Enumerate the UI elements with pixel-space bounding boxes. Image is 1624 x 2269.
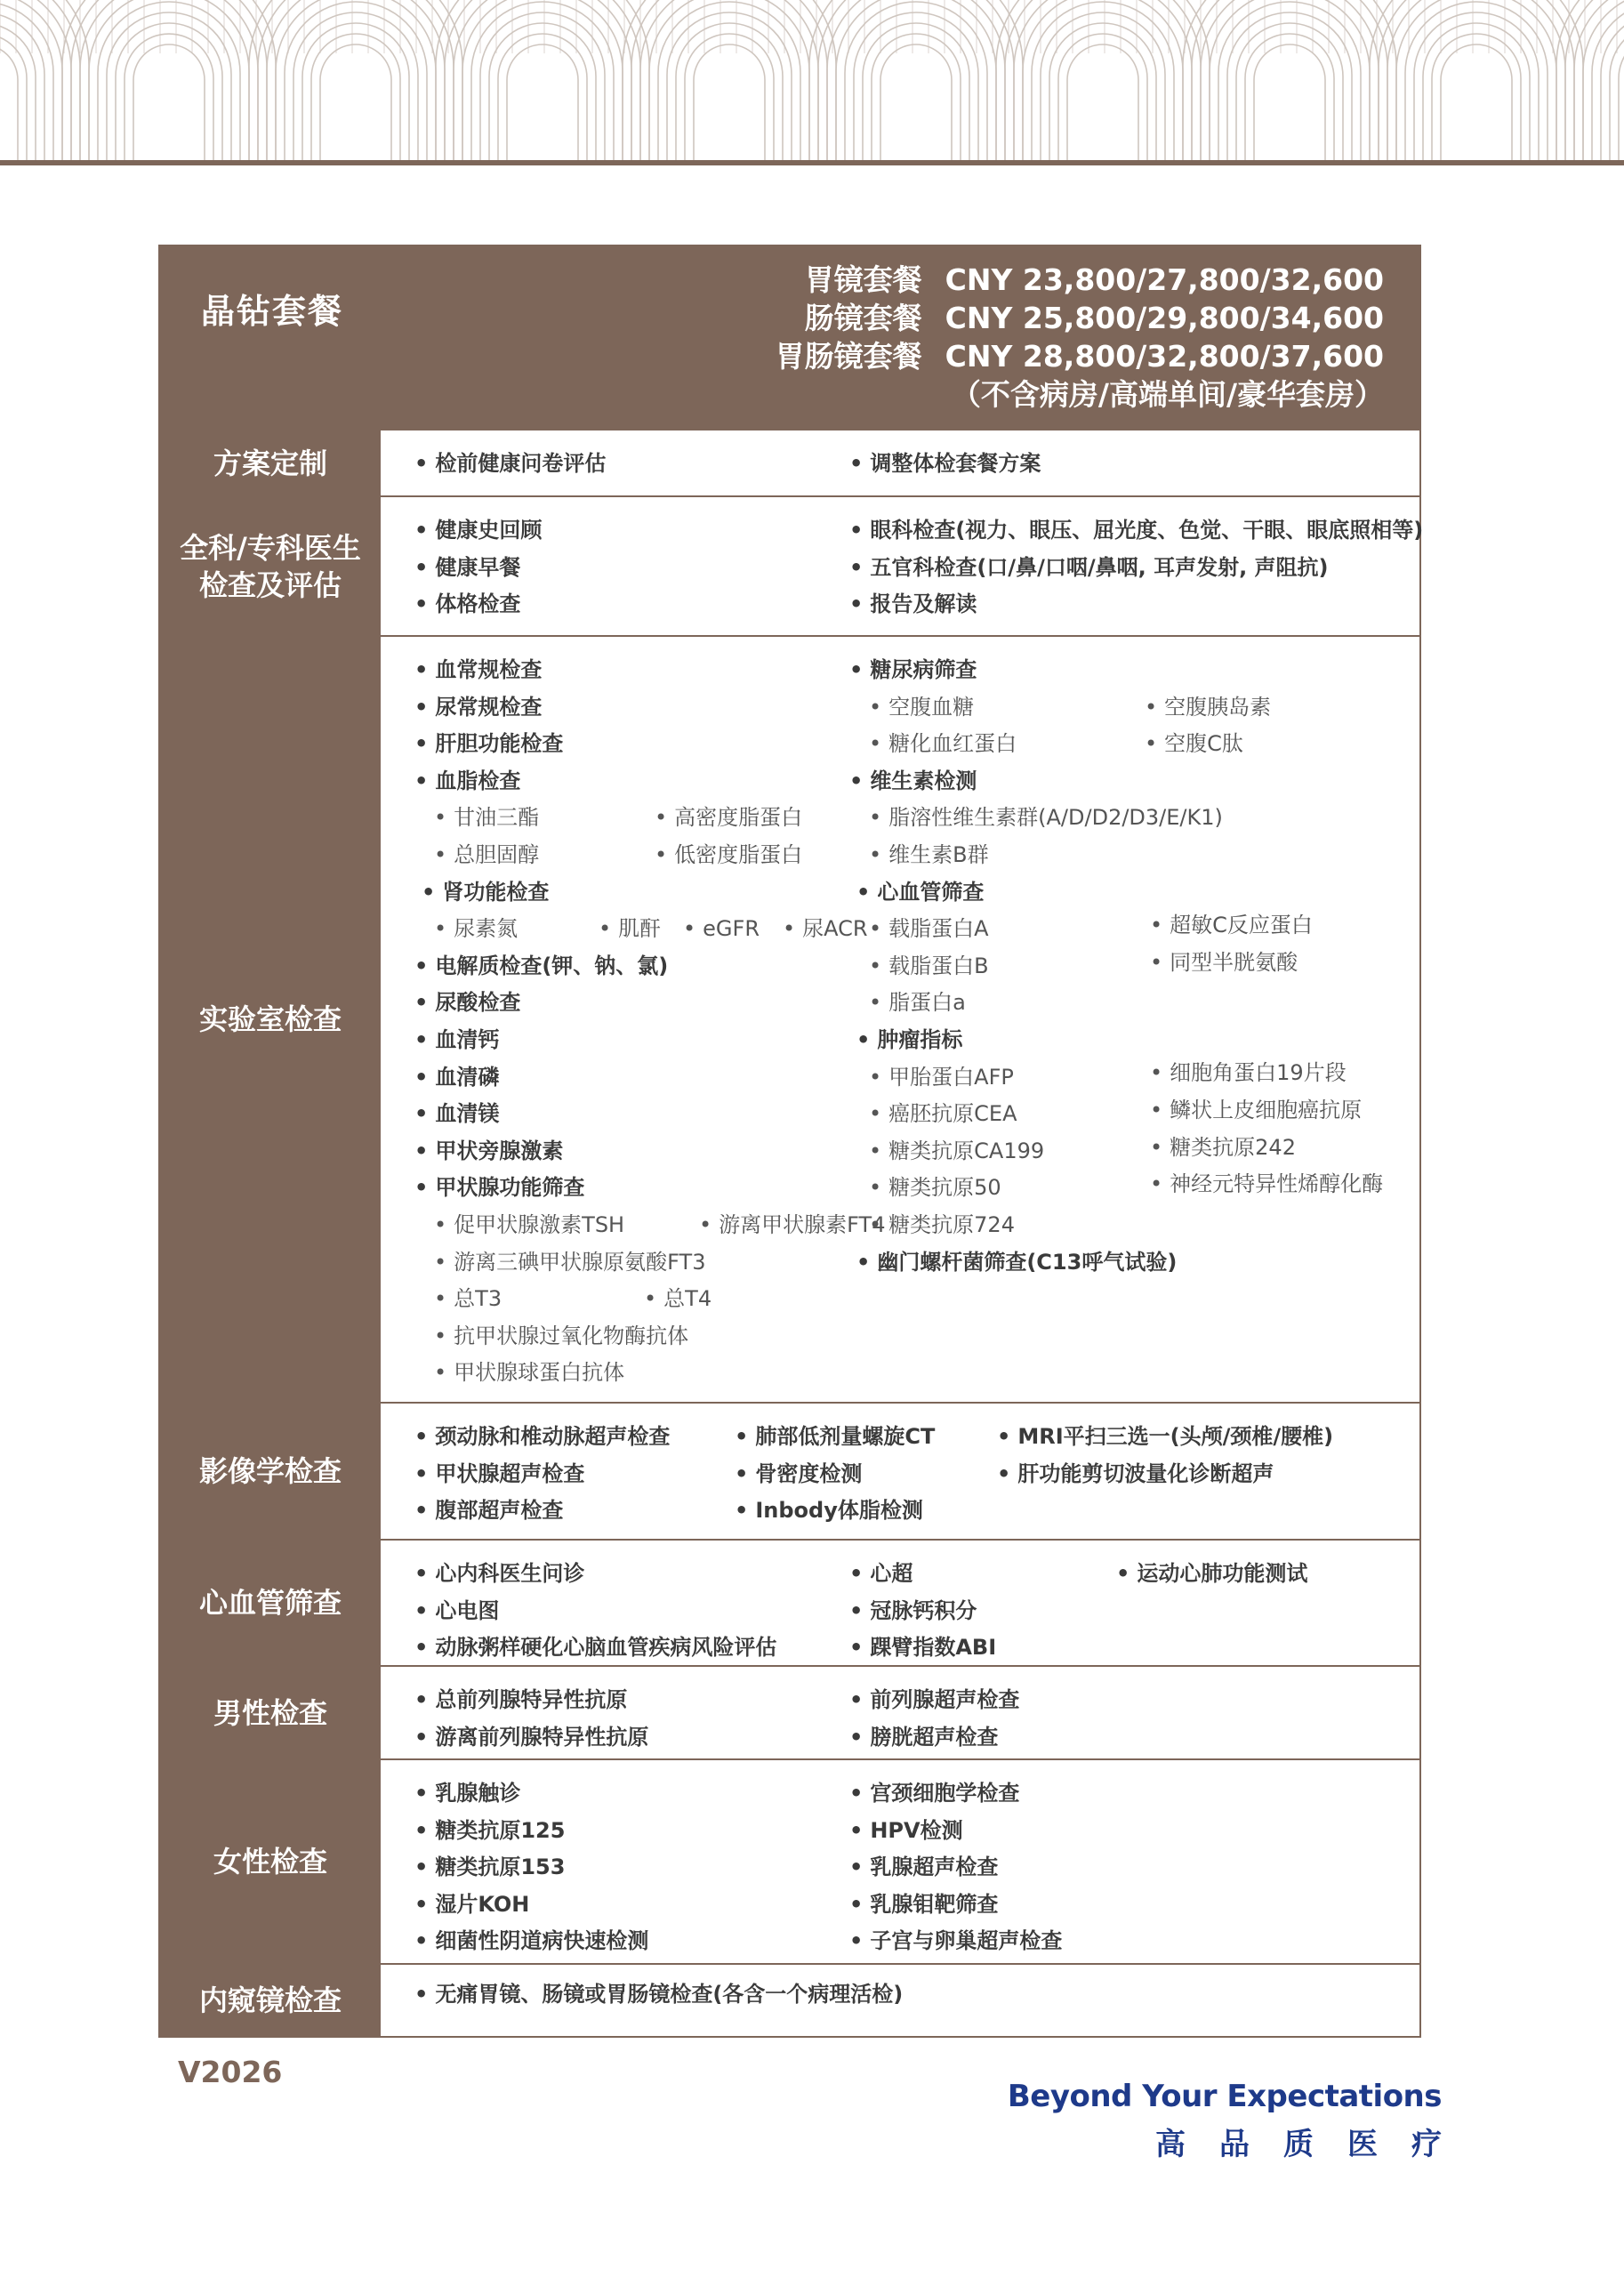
exam-item: • 血清磷 [414, 1064, 499, 1090]
section-label [160, 1541, 381, 1665]
exam-item: • 乳腺触诊 [414, 1780, 520, 1806]
exam-subitem: • 糖类抗原724 [869, 1211, 1015, 1238]
exam-subitem: • 高密度脂蛋白 [655, 804, 802, 831]
section-endoscopy [160, 1963, 1419, 2036]
exam-item: • 动脉粥样硬化心脑血管疾病风险评估 [414, 1634, 776, 1661]
package-table [158, 245, 1424, 2038]
exam-item: • MRI平扫三选一(头颅/颈椎/腰椎) [997, 1423, 1333, 1450]
exam-subitem: • 空腹胰岛素 [1145, 694, 1271, 720]
exam-item: • 乳腺超声检查 [849, 1854, 998, 1880]
exam-subitem: • 载脂蛋白A [869, 915, 989, 942]
exam-item: • 心血管筛查 [856, 879, 984, 905]
exam-item: • 肝胆功能检查 [414, 730, 563, 757]
exam-item: • 检前健康问卷评估 [414, 450, 606, 477]
section-cardiovascular-screening [160, 1539, 1419, 1665]
section-imaging-tests [160, 1402, 1419, 1539]
decorative-arch-banner [0, 0, 1624, 169]
exam-subitem: • 促甲状腺激素TSH [434, 1211, 624, 1238]
exam-item: • HPV检测 [849, 1817, 963, 1844]
exam-item: • 体格检查 [414, 591, 520, 617]
exam-item: • 肿瘤指标 [856, 1026, 962, 1053]
exam-subitem: • 总胆固醇 [434, 841, 539, 868]
exam-item: • 五官科检查(口/鼻/口咽/鼻咽, 耳声发射, 声阻抗) [849, 554, 1329, 581]
exam-item: • 糖类抗原125 [414, 1817, 565, 1844]
exam-subitem: • 肌酐 [599, 915, 661, 942]
exam-item: • 乳腺钼靶筛查 [849, 1891, 998, 1918]
exam-item: • 肺部低剂量螺旋CT [735, 1423, 935, 1450]
exam-item: • 湿片KOH [414, 1891, 529, 1918]
exam-subitem: • 总T3 [434, 1285, 502, 1312]
exam-subitem: • 神经元特异性烯醇化酶 [1150, 1171, 1383, 1197]
exam-subitem: • 细胞角蛋白19片段 [1150, 1059, 1347, 1086]
exam-subitem: • 载脂蛋白B [869, 953, 989, 979]
section-plan-customization [160, 429, 1419, 495]
exam-item: • 尿酸检查 [414, 989, 520, 1016]
exam-subitem: • 甲状腺球蛋白抗体 [434, 1359, 624, 1386]
exam-subitem: • 脂溶性维生素群(A/D/D2/D3/E/K1) [869, 804, 1223, 831]
exam-subitem: • 糖类抗原CA199 [869, 1138, 1044, 1164]
exam-item: • 踝臂指数ABI [849, 1634, 996, 1661]
exam-subitem: • 游离甲状腺素FT4 [699, 1211, 885, 1238]
section-label-line: 实验室检查 [198, 1002, 342, 1036]
exam-subitem: • 尿素氮 [434, 915, 518, 942]
exam-item: • 健康早餐 [414, 554, 520, 581]
exam-item: • 甲状腺超声检查 [414, 1460, 584, 1487]
section-label [160, 1667, 381, 1758]
exam-subitem: • 脂蛋白a [869, 989, 966, 1016]
exam-item: • 颈动脉和椎动脉超声检查 [414, 1423, 670, 1450]
section-label [160, 497, 381, 635]
version-label: V2026 [178, 2055, 283, 2089]
section-label-line: 影像学检查 [198, 1454, 342, 1488]
exam-subitem: • 糖类抗原242 [1150, 1134, 1296, 1161]
exam-item: • 报告及解读 [849, 591, 977, 617]
section-content [381, 1541, 1419, 1665]
exam-subitem: • eGFR [683, 915, 760, 942]
exam-item: • 游离前列腺特异性抗原 [414, 1724, 648, 1750]
room-note: （不含病房/高端单间/豪华套房） [951, 377, 1384, 412]
exam-subitem: • 糖化血红蛋白 [869, 730, 1017, 757]
exam-item: • 心超 [849, 1560, 912, 1587]
exam-item: • 前列腺超声检查 [849, 1686, 1019, 1713]
section-label-line: 女性检查 [213, 1845, 327, 1879]
exam-item: • 尿常规检查 [414, 694, 542, 720]
exam-item: • 运动心肺功能测试 [1116, 1560, 1307, 1587]
section-label [160, 430, 381, 495]
section-male-tests [160, 1665, 1419, 1758]
exam-item: • 细菌性阴道病快速检测 [414, 1927, 648, 1954]
exam-item: • 血常规检查 [414, 656, 542, 683]
section-label [160, 637, 381, 1402]
exam-subitem: • 甲胎蛋白AFP [869, 1064, 1014, 1090]
section-label-line: 内窥镜检查 [198, 1983, 342, 2017]
exam-item: • 子宫与卵巢超声检查 [849, 1927, 1062, 1954]
section-label-line: 男性检查 [213, 1695, 327, 1730]
exam-item: • 肾功能检查 [422, 879, 549, 905]
section-label-line: 全科/专科医生 [180, 530, 361, 565]
exam-subitem: • 空腹血糖 [869, 694, 974, 720]
exam-subitem: • 超敏C反应蛋白 [1150, 912, 1313, 938]
section-content [381, 430, 1419, 495]
section-label-line: 检查及评估 [198, 567, 342, 602]
exam-subitem: • 癌胚抗原CEA [869, 1100, 1017, 1127]
section-content [381, 1404, 1419, 1539]
section-content [381, 1760, 1419, 1963]
package-header [160, 246, 1419, 429]
exam-item: • 无痛胃镜、肠镜或胃肠镜检查(各含一个病理活检) [414, 1981, 903, 2008]
exam-item: • 糖尿病筛查 [849, 656, 977, 683]
exam-subitem: • 低密度脂蛋白 [655, 841, 802, 868]
section-content [381, 1667, 1419, 1758]
exam-item: • 眼科检查(视力、眼压、屈光度、色觉、干眼、眼底照相等) [849, 517, 1423, 543]
exam-item: • 甲状腺功能筛查 [414, 1174, 584, 1201]
exam-item: • 骨密度检测 [735, 1460, 862, 1487]
section-doctor-evaluation [160, 495, 1424, 635]
tagline-english: Beyond Your Expectations [1007, 2079, 1442, 2114]
exam-subitem: • 糖类抗原50 [869, 1174, 1001, 1201]
exam-item: • 幽门螺杆菌筛查(C13呼气试验) [856, 1249, 1177, 1275]
exam-subitem: • 维生素B群 [869, 841, 989, 868]
exam-subitem: • 游离三碘甲状腺原氨酸FT3 [434, 1249, 705, 1275]
package-title: 晶钻套餐 [201, 292, 344, 331]
exam-item: • 腹部超声检查 [414, 1497, 563, 1524]
section-label [160, 1404, 381, 1539]
exam-item: • 糖类抗原153 [414, 1854, 565, 1880]
exam-item: • 维生素检测 [849, 768, 977, 794]
section-label-line: 方案定制 [213, 446, 327, 480]
exam-item: • 总前列腺特异性抗原 [414, 1686, 627, 1713]
exam-item: • 甲状旁腺激素 [414, 1138, 563, 1164]
exam-subitem: • 同型半胱氨酸 [1150, 949, 1298, 976]
exam-item: • 肝功能剪切波量化诊断超声 [997, 1460, 1274, 1487]
price-line: 胃肠镜套餐 CNY 28,800/32,800/37,600 [775, 339, 1384, 374]
exam-subitem: • 空腹C肽 [1145, 730, 1243, 757]
exam-item: • Inbody体脂检测 [735, 1497, 923, 1524]
exam-item: • 心电图 [414, 1597, 499, 1624]
exam-item: • 冠脉钙积分 [849, 1597, 977, 1624]
section-label [160, 1965, 381, 2036]
price-list [776, 261, 1384, 414]
exam-item: • 血清钙 [414, 1026, 499, 1053]
exam-subitem: • 甘油三酯 [434, 804, 539, 831]
section-female-tests [160, 1758, 1419, 1963]
price-line: 胃镜套餐 CNY 23,800/27,800/32,600 [804, 262, 1384, 297]
section-label-line: 心血管筛查 [198, 1586, 342, 1620]
exam-item: • 调整体检套餐方案 [849, 450, 1041, 477]
section-list [160, 429, 1424, 2036]
exam-item: • 健康史回顾 [414, 517, 542, 543]
section-content [381, 637, 1419, 1402]
price-line: 肠镜套餐 CNY 25,800/29,800/34,600 [804, 301, 1384, 335]
exam-item: • 血清镁 [414, 1100, 499, 1127]
exam-item: • 膀胱超声检查 [849, 1724, 998, 1750]
exam-item: • 电解质检查(钾、钠、氯) [414, 953, 668, 979]
section-label [160, 1760, 381, 1963]
tagline-chinese: 高品质医疗 [1155, 2127, 1475, 2162]
exam-subitem: • 总T4 [644, 1285, 712, 1312]
section-laboratory-tests [160, 635, 1419, 1402]
exam-item: • 心内科医生问诊 [414, 1560, 584, 1587]
section-content [381, 1965, 1419, 2036]
exam-subitem: • 鳞状上皮细胞癌抗原 [1150, 1097, 1362, 1123]
exam-subitem: • 抗甲状腺过氧化物酶抗体 [434, 1323, 688, 1349]
section-content [381, 497, 1424, 635]
exam-item: • 宫颈细胞学检查 [849, 1780, 1019, 1806]
exam-item: • 血脂检查 [414, 768, 520, 794]
exam-subitem: • 尿ACR [783, 915, 868, 942]
